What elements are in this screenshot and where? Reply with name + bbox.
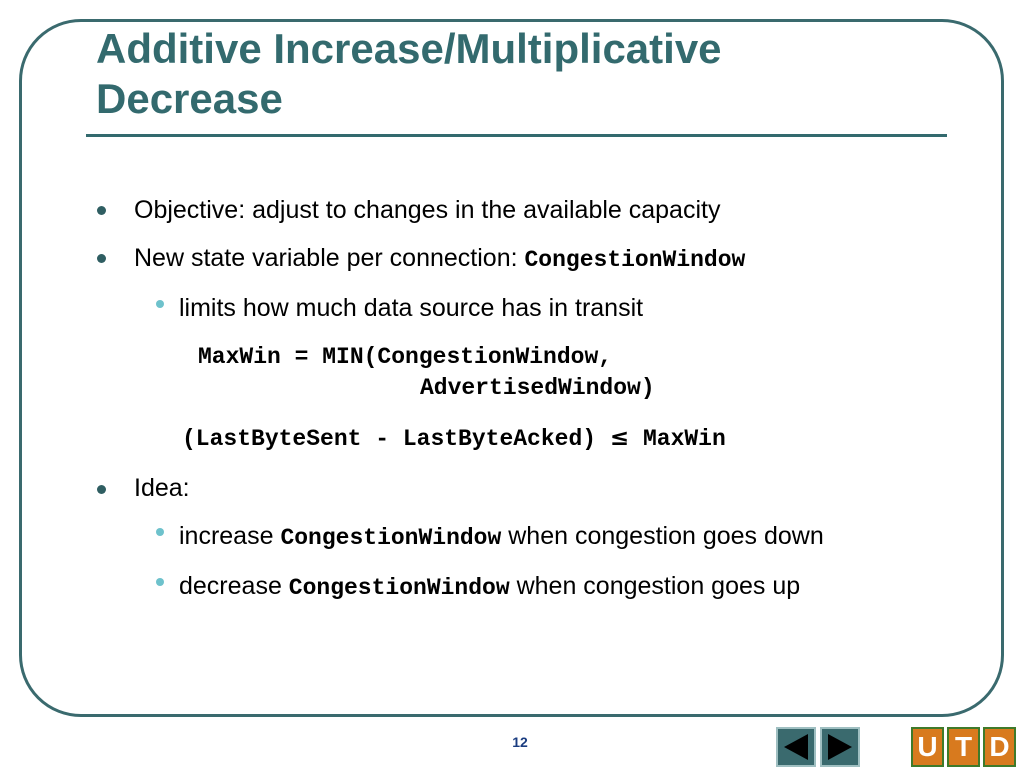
sub-bullet-dot	[156, 300, 164, 308]
bullet-dot	[97, 485, 106, 494]
sub-bullet-dot	[156, 578, 164, 586]
increase-code: CongestionWindow	[280, 525, 502, 551]
title-line-2: Decrease	[96, 75, 283, 122]
bullet-idea: Idea:	[134, 474, 190, 502]
inequality-lhs: (LastByteSent - LastByteAcked)	[182, 426, 610, 452]
increase-post: when congestion goes down	[501, 522, 824, 550]
sub-bullet-decrease	[179, 571, 800, 603]
bullet-dot	[97, 206, 106, 215]
next-slide-button[interactable]	[820, 727, 860, 767]
code-line-advertised: AdvertisedWindow)	[420, 375, 655, 401]
page-number: 12	[512, 734, 528, 750]
decrease-post: when congestion goes up	[509, 572, 801, 600]
logo-letter-d: D	[983, 727, 1016, 767]
code-line-maxwin: MaxWin = MIN(CongestionWindow,	[198, 344, 613, 370]
sub-bullet-dot	[156, 528, 164, 536]
sub-bullet-limits: limits how much data source has in transit	[179, 294, 644, 322]
increase-pre: increase	[179, 522, 281, 550]
leq-symbol: ≤	[609, 425, 630, 451]
inequality-rhs: MaxWin	[629, 426, 726, 452]
state-variable-code: CongestionWindow	[524, 247, 746, 273]
prev-slide-button[interactable]	[776, 727, 816, 767]
triangle-right-icon	[822, 729, 858, 765]
triangle-left-icon	[778, 729, 814, 765]
logo-letter-u: U	[911, 727, 944, 767]
bullet-objective: Objective: adjust to changes in the available capacity	[134, 196, 721, 224]
decrease-pre: decrease	[179, 572, 289, 600]
code-line-inequality	[182, 423, 726, 454]
state-variable-text: New state variable per connection:	[134, 244, 525, 272]
title-line-1: Additive Increase/Multiplicative	[96, 25, 722, 72]
bullet-state-variable	[134, 243, 745, 275]
utd-logo	[911, 727, 1016, 765]
logo-letter-t: T	[947, 727, 980, 767]
bullet-dot	[97, 254, 106, 263]
decrease-code: CongestionWindow	[288, 575, 510, 601]
sub-bullet-increase	[179, 521, 824, 553]
